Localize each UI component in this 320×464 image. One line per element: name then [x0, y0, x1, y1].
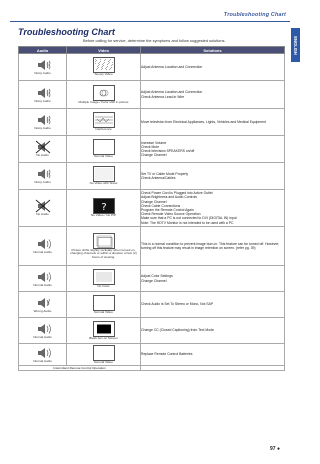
header-rule: [10, 21, 290, 22]
solution-item: Check Remote Video Source Operation: [141, 212, 201, 217]
table-row: [19, 344, 285, 366]
tv-screen-icon: [67, 269, 140, 285]
solution-item: Check Cable Connections: [141, 203, 181, 208]
solution-item: Change Channel: [141, 278, 167, 283]
video-cell: [67, 81, 141, 109]
tv-screen-icon: [67, 166, 140, 182]
solutions-cell: [141, 81, 285, 109]
solution-item: Set TV or Cable Mode Properly: [141, 171, 189, 176]
table-footer-row: [19, 366, 285, 371]
audio-symptom: Noisy Audio: [34, 126, 51, 131]
solution-item: Change Channel: [141, 153, 167, 158]
table-row: [19, 292, 285, 318]
video-symptom: Multiple Image / Color shift in picture: [78, 99, 129, 104]
header-title: Troubleshooting Chart: [223, 12, 286, 18]
table-row: [19, 109, 285, 136]
tv-screen-icon: [67, 321, 140, 337]
video-cell: [67, 227, 141, 266]
table-row: [19, 163, 285, 190]
solution-item: This is a normal condition to prevent image burn-in. This feature can be turned off. However, turning off this feature may result in image retention on screen. (refer pg. 39): [141, 241, 280, 250]
video-symptom: Normal Video: [94, 359, 113, 364]
speaker-icon: [19, 346, 66, 360]
audio-cell: [19, 318, 67, 344]
video-symptom: No Color: [97, 283, 110, 288]
solution-item: Replace Remote Control Batteries: [141, 352, 193, 357]
tv-screen-icon: [67, 198, 140, 214]
page-title: Troubleshooting Chart: [18, 27, 115, 37]
footer-symptom: Intermittent Remote Control Operation: [19, 366, 141, 371]
video-symptom: Picture shifts slightly vertically when turned on, changing channels or within a duration of two (2) hours of viewing.: [70, 247, 137, 259]
solutions-cell: [141, 318, 285, 344]
solution-item: Adjust Antenna Location and Connection: [141, 90, 203, 95]
video-cell: [67, 344, 141, 366]
tv-screen-icon: [67, 233, 140, 249]
video-cell: [67, 163, 141, 190]
tv-screen-icon: [67, 112, 140, 128]
audio-symptom: No Audio: [36, 212, 49, 217]
audio-symptom: Noisy Audio: [34, 180, 51, 185]
speaker-muted-icon: [19, 140, 66, 154]
tv-screen-icon: [67, 85, 140, 101]
video-symptom: Normal Video: [94, 309, 113, 314]
speaker-noise-icon: [19, 113, 66, 127]
footer-empty-cell: [141, 366, 285, 371]
audio-cell: [19, 190, 67, 227]
tv-screen-icon: [67, 139, 140, 155]
solution-item: Adjust Color Settings: [141, 274, 173, 279]
audio-symptom: Normal Audio: [33, 358, 52, 363]
audio-symptom: No Audio: [36, 153, 49, 158]
tv-screen-icon: [67, 295, 140, 311]
audio-cell: [19, 292, 67, 318]
solution-item: Change CC (Closed Captioning) from Text Mode: [141, 328, 214, 333]
video-cell: [67, 292, 141, 318]
solution-item: Adjust Brightness and Audio Controls: [141, 195, 197, 200]
intro-text: Before calling for service, determine the symptoms and follow suggested solutions.: [83, 38, 226, 43]
video-cell: [67, 190, 141, 227]
audio-symptom: Noisy Audio: [34, 98, 51, 103]
svg-text:?: ?: [100, 202, 107, 214]
audio-symptom: Normal Audio: [33, 250, 52, 255]
video-cell: [67, 109, 141, 136]
speaker-icon: [19, 322, 66, 336]
table-row: [19, 54, 285, 81]
audio-cell: [19, 344, 67, 366]
audio-cell: [19, 109, 67, 136]
audio-symptom: Wrong Audio: [33, 308, 52, 313]
solution-item: Note: The HDTV Monitor is not intended to be used with a PC: [141, 220, 234, 225]
audio-cell: [19, 163, 67, 190]
language-tab[interactable]: [291, 28, 300, 62]
speaker-icon: [19, 270, 66, 284]
audio-symptom: Noisy Audio: [34, 71, 51, 76]
audio-cell: [19, 136, 67, 163]
video-symptom: Snowy Video: [94, 72, 113, 77]
table-row: [19, 266, 285, 292]
solutions-cell: [141, 163, 285, 190]
solution-item: Program the Remote Control Again: [141, 208, 194, 212]
solutions-cell: [141, 109, 285, 136]
solution-item: Move television from Electrical Appliances, Lights, Vehicles and Medical Equipment: [141, 119, 266, 124]
video-symptom: Interference: [95, 127, 112, 132]
table-row: [19, 81, 285, 109]
audio-cell: [19, 266, 67, 292]
solutions-cell: [141, 136, 285, 163]
audio-symptom: Normal Audio: [33, 334, 52, 339]
speaker-noise-icon: [19, 167, 66, 181]
solution-item: Check television SPEAKERS on/off: [141, 149, 195, 153]
video-cell: [67, 266, 141, 292]
table-row: [19, 190, 285, 227]
speaker-wrong-icon: [19, 296, 66, 310]
solutions-cell: [141, 266, 285, 292]
audio-symptom: Normal Audio: [33, 282, 52, 287]
solutions-cell: [141, 227, 285, 266]
solution-item: Check Antenna/Cables: [141, 176, 176, 180]
solution-item: Check Power Cord is Plugged into Active Outlet: [141, 191, 213, 196]
video-cell: [67, 136, 141, 163]
solution-item: Check Audio is Set To Stereo or Mono, Not SAP: [141, 302, 214, 307]
solutions-cell: [141, 190, 285, 227]
solution-item: Check Mute: [141, 144, 160, 149]
troubleshooting-table: [18, 46, 285, 371]
solution-item: Make sure that a PC is not connected to DVI (DIGITAL IN) input: [141, 216, 237, 221]
video-symptom: No Video with Snow: [89, 181, 118, 186]
audio-cell: [19, 81, 67, 109]
audio-cell: [19, 227, 67, 266]
solution-item: Increase Volume: [141, 140, 167, 145]
video-cell: [67, 318, 141, 344]
table-row: [19, 227, 285, 266]
page-number: 97 ●: [270, 446, 280, 452]
speaker-noise-icon: [19, 86, 66, 100]
video-symptom: No Video / No PIP: [90, 213, 117, 218]
solution-item: Adjust Antenna Location and Connection: [141, 64, 203, 69]
column-header-solutions: Solutions: [141, 47, 285, 54]
column-header-video: Video: [67, 47, 141, 54]
table-row: [19, 318, 285, 344]
audio-cell: [19, 54, 67, 81]
solution-item: Change Channel: [141, 199, 167, 204]
table-header-row: [19, 47, 285, 54]
table-row: [19, 136, 285, 163]
column-header-audio: Audio: [19, 47, 67, 54]
video-symptom: Normal Video: [94, 154, 113, 159]
speaker-noise-icon: [19, 58, 66, 72]
solution-item: Check Antenna Lead-in Wire: [141, 94, 185, 99]
video-cell: [67, 54, 141, 81]
solutions-cell: [141, 292, 285, 318]
solutions-cell: [141, 54, 285, 81]
tv-screen-icon: [67, 345, 140, 361]
video-symptom: Black box on Screen: [89, 335, 118, 340]
solutions-cell: [141, 344, 285, 366]
language-tab-label: ENGLISH: [293, 35, 298, 55]
tv-screen-icon: [67, 57, 140, 73]
speaker-icon: [19, 237, 66, 251]
speaker-muted-icon: [19, 199, 66, 213]
